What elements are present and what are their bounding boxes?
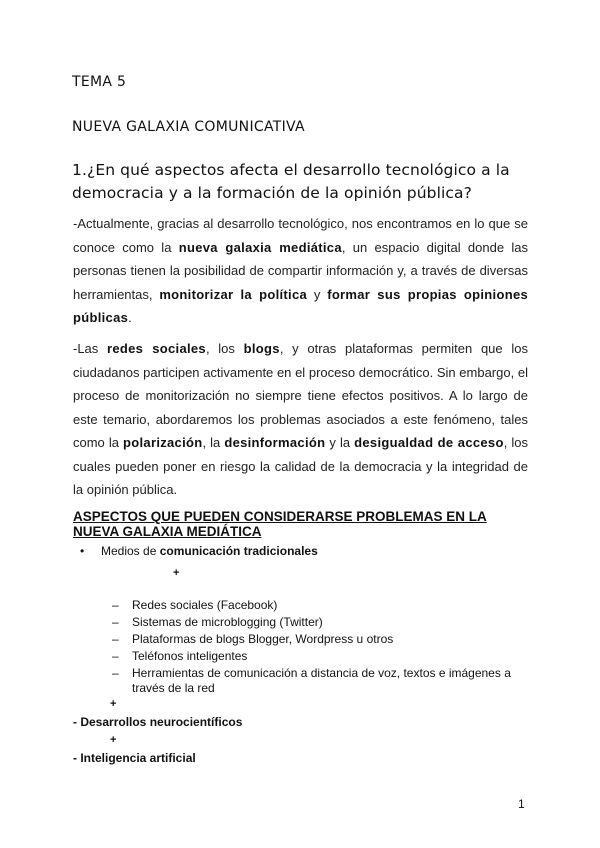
plus-symbol: + <box>110 734 117 746</box>
paragraph-2 <box>73 337 528 502</box>
page-number: 1 <box>518 797 525 811</box>
plus-symbol: + <box>110 698 117 710</box>
list-item: – Redes sociales (Facebook) <box>112 598 532 613</box>
para2-bold-blogs: blogs <box>243 341 280 356</box>
para1-text: , un espacio digital donde las personas tienen la posibilidad de compartir información y, a través de diversas herramientas, <box>73 239 528 302</box>
paragraph-1 <box>73 212 528 330</box>
para2-text: -Las <box>73 341 108 356</box>
para2-text: , y otras plataformas permiten que los ciudadanos participen activamente en el proceso democrático. Sin embargo, el proceso de monitorización no siempre tiene efectos positivos. A lo largo de este temario, abordaremos los problemas asociados a este fenómeno, tales como la <box>73 341 528 450</box>
item-desarrollos-neurocientificos: - Desarrollos neurocientíficos <box>73 715 243 729</box>
para1-text: -Actualmente, gracias al desarrollo tecnológico, nos encontramos en lo que se conoce como la <box>73 216 528 255</box>
dash-list <box>112 598 532 698</box>
para2-bold-polarizacion: polarización <box>123 435 203 450</box>
para2-text: , los cuales pueden poner en riesgo la calidad de la democracia y la integridad de la opinión pública. <box>73 435 528 497</box>
bullet-symbol: • <box>80 544 85 558</box>
plus-symbol: + <box>173 567 180 579</box>
para2-bold-redes-sociales: redes sociales <box>107 341 206 356</box>
heading-tema: TEMA 5 <box>72 74 127 90</box>
list-item: – Herramientas de comunicación a distancia de voz, textos e imágenes a través de la red <box>112 666 532 696</box>
bullet-prefix: Medios de <box>101 544 160 558</box>
para1-bold-monitorizar: monitorizar la política <box>159 286 308 302</box>
bullet-bold: comunicación tradicionales <box>159 544 318 558</box>
list-item: – Teléfonos inteligentes <box>112 649 532 664</box>
para1-bold-formar-opiniones: formar sus propias opiniones públicas <box>73 286 528 325</box>
para2-bold-desigualdad: desigualdad de acceso <box>354 435 504 450</box>
para2-text: y la <box>325 435 355 450</box>
list-item: – Plataformas de blogs Blogger, Wordpress u otros <box>112 632 532 647</box>
para2-text: , los <box>205 341 244 356</box>
bullet-item-medios <box>101 544 318 559</box>
para2-text: , la <box>202 435 225 450</box>
list-item: – Sistemas de microblogging (Twitter) <box>112 615 532 630</box>
para1-bold-nueva-galaxia: nueva galaxia mediática <box>178 239 342 255</box>
item-inteligencia-artificial: - Inteligencia artificial <box>73 751 196 765</box>
para1-text: . <box>128 310 132 325</box>
heading-nueva-galaxia: NUEVA GALAXIA COMUNICATIVA <box>72 119 305 135</box>
para2-bold-desinformacion: desinformación <box>224 435 326 450</box>
question-heading: 1.¿En qué aspectos afecta el desarrollo tecnológico a la democracia y a la formación de la opinión pública? <box>72 161 510 202</box>
section-title: ASPECTOS QUE PUEDEN CONSIDERARSE PROBLEMAS EN LA NUEVA GALAXIA MEDIÁTICA <box>73 509 487 539</box>
para1-text: y <box>307 286 328 302</box>
